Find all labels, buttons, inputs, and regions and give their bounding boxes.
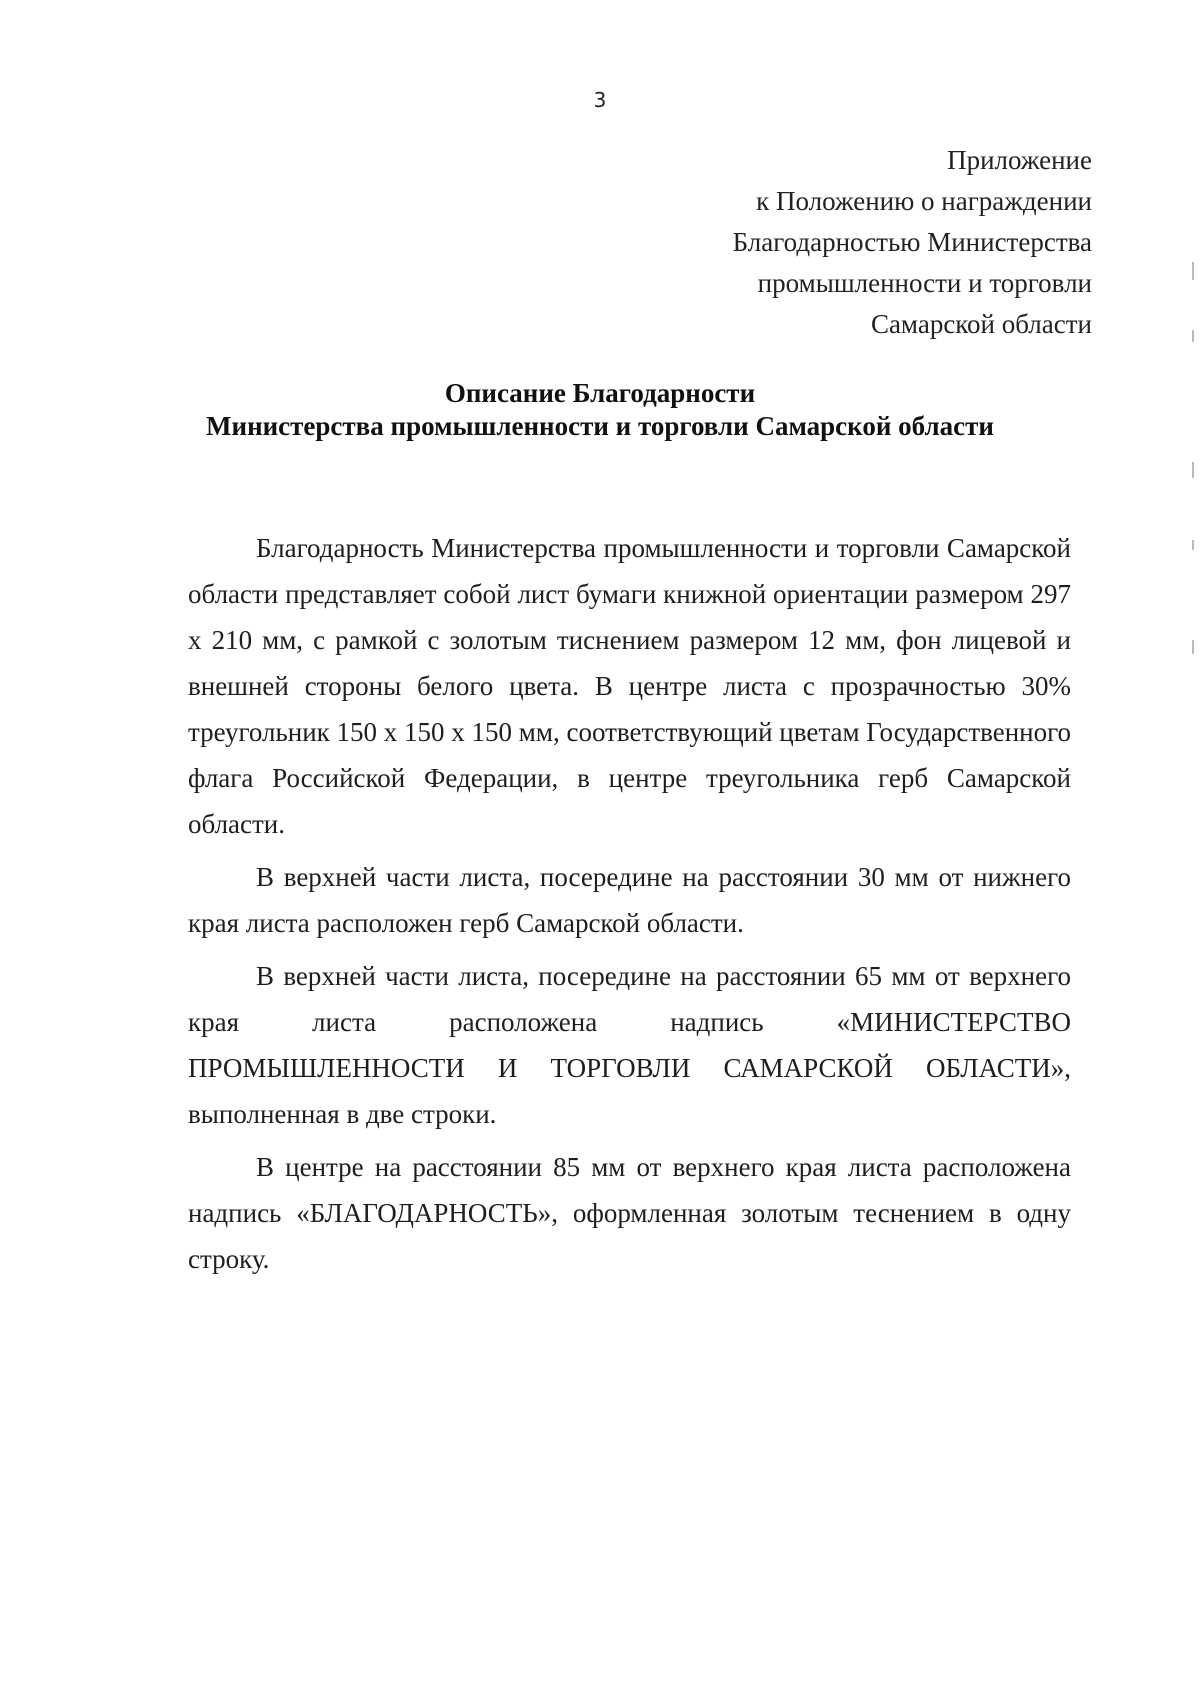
scan-artifact [1192, 262, 1194, 280]
title-line-1: Описание Благодарности [444, 378, 756, 408]
appendix-line: Самарской области [870, 309, 1092, 339]
paragraph-ministry-inscription: В верхней части листа, посередине на расстоянии 65 мм от верхнего края листа расположена надпись «МИНИСТЕРСТВО ПРОМЫШЛЕННОСТИ И ТОРГОВЛИ САМАРСКОЙ ОБЛАСТИ», выполненная в две строки. [188, 961, 1071, 1129]
paragraph-coat-of-arms: В верхней части листа, посередине на расстоянии 30 мм от нижнего края листа расположен герб Самарской области. [188, 862, 1071, 938]
document-body [188, 525, 1071, 1289]
paragraph-description: Благодарность Министерства промышленности и торговли Самарской области представляет собой лист бумаги книжной ориентации размером 297 х 210 мм, с рамкой с золотым тиснением размером 12 мм, фон лицевой и внешней стороны белого цвета. В центре листа с прозрачностью 30% треугольник 150 х 150 х 150 мм, соответствующий цветам Государственного флага Российской Федерации, в центре треугольника герб Самарской области. [188, 533, 1071, 839]
appendix-header [733, 140, 1092, 345]
title-line-2: Министерства промышленности и торговли Самарской области [206, 411, 994, 441]
document-title [0, 377, 1200, 443]
scan-artifact [1192, 330, 1194, 342]
appendix-line: Приложение [947, 145, 1092, 175]
page-number: 3 [593, 88, 607, 112]
scan-artifact [1192, 462, 1194, 478]
appendix-line: к Положению о награждении [756, 186, 1092, 216]
appendix-line: промышленности и торговли [757, 268, 1092, 298]
scan-artifact [1192, 540, 1194, 550]
scan-artifact [1192, 640, 1194, 654]
appendix-line: Благодарностью Министерства [732, 227, 1092, 257]
paragraph-gratitude-inscription: В центре на расстоянии 85 мм от верхнего края листа расположена надпись «БЛАГОДАРНОСТЬ», оформленная золотым теснением в одну строку. [188, 1152, 1071, 1274]
